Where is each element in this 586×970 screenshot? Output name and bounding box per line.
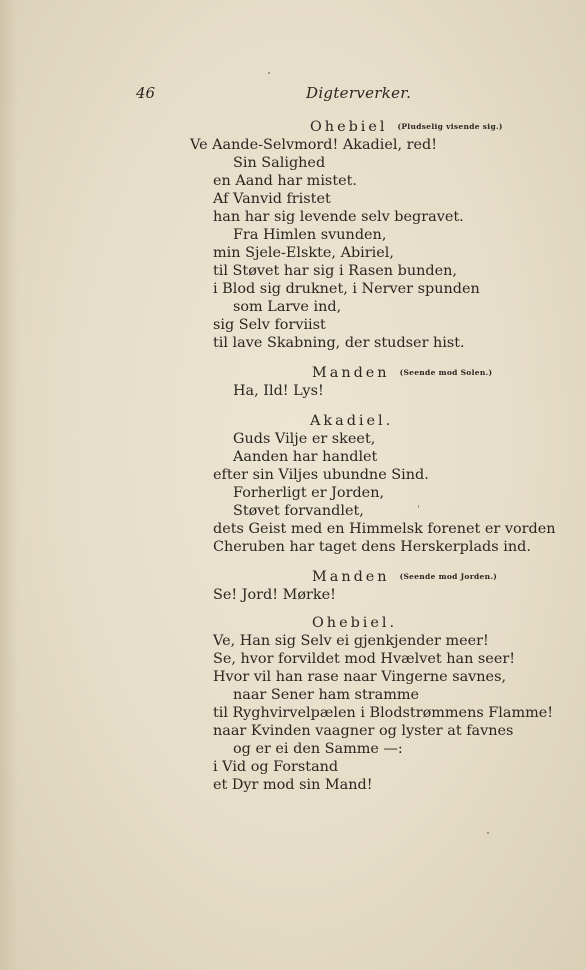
- verse-line: Fra Himlen svunden,: [233, 227, 387, 243]
- verse-line: Hvor vil han rase naar Vingerne savnes,: [213, 669, 507, 685]
- verse-line: til Ryghvirvelpælen i Blodstrømmens Flamme!: [213, 705, 554, 721]
- verse-line: han har sig levende selv begravet.: [213, 209, 464, 225]
- verse-line: Sin Salighed: [233, 155, 326, 171]
- running-title: Digterverker.: [306, 84, 412, 102]
- speaker-name: Manden: [312, 569, 390, 585]
- speaker-heading: [312, 568, 497, 586]
- verse-line: og er ei den Samme —:: [233, 741, 403, 757]
- page-header: [0, 84, 586, 106]
- speaker-heading: [312, 614, 397, 632]
- verse-line: Ha, Ild! Lys!: [233, 383, 324, 399]
- verse-line: Aanden har handlet: [233, 449, 378, 465]
- paper-speck: [268, 72, 270, 74]
- verse-line: et Dyr mod sin Mand!: [213, 777, 373, 793]
- verse-line: Forherligt er Jorden,: [233, 485, 385, 501]
- speaker-heading: [310, 118, 503, 136]
- verse-line: Støvet forvandlet,: [233, 503, 364, 519]
- verse-line: en Aand har mistet.: [213, 173, 357, 189]
- verse-line: Ve Aande-Selvmord! Akadiel, red!: [190, 137, 438, 153]
- speaker-heading: [310, 412, 393, 430]
- stage-direction: (Pludselig visende sig.): [397, 122, 503, 131]
- verse-line: i Blod sig druknet, i Nerver spunden: [213, 281, 480, 297]
- speaker-name: Ohebiel.: [312, 615, 398, 631]
- verse-line: i Vid og Forstand: [213, 759, 339, 775]
- verse-line: naar Kvinden vaagner og lyster at favnes: [213, 723, 514, 739]
- verse-line: til Støvet har sig i Rasen bunden,: [213, 263, 457, 279]
- page-number: 46: [136, 84, 156, 102]
- speaker-heading: [312, 364, 492, 382]
- speaker-name: Ohebiel: [310, 119, 388, 135]
- verse-line: Se! Jord! Mørke!: [213, 587, 336, 603]
- verse-line: Cheruben har taget dens Herskerplads ind.: [213, 539, 531, 555]
- verse-line: min Sjele-Elskte, Abiriel,: [213, 245, 394, 261]
- verse-line: sig Selv forviist: [213, 317, 326, 333]
- page-edge-shadow: [0, 0, 18, 970]
- verse-line: til lave Skabning, der studser hist.: [213, 335, 465, 351]
- paper-speck: [487, 832, 489, 834]
- verse-line: som Larve ind,: [233, 299, 342, 315]
- speaker-name: Akadiel.: [310, 413, 394, 429]
- stage-direction: (Seende mod Jorden.): [399, 572, 498, 581]
- verse-line: Guds Vilje er skeet,: [233, 431, 376, 447]
- speaker-name: Manden: [312, 365, 390, 381]
- verse-line: dets Geist med en Himmelsk forenet er vorden: [213, 521, 556, 537]
- verse-line: naar Sener ham stramme: [233, 687, 419, 703]
- verse-line: Se, hvor forvildet mod Hvælvet han seer!: [213, 651, 516, 667]
- verse-line: efter sin Viljes ubundne Sind.: [213, 467, 429, 483]
- verse-line: Ve, Han sig Selv ei gjenkjender meer!: [213, 633, 489, 649]
- paper-speck: [418, 505, 419, 508]
- stage-direction: (Seende mod Solen.): [399, 368, 493, 377]
- verse-line: Af Vanvid fristet: [213, 191, 331, 207]
